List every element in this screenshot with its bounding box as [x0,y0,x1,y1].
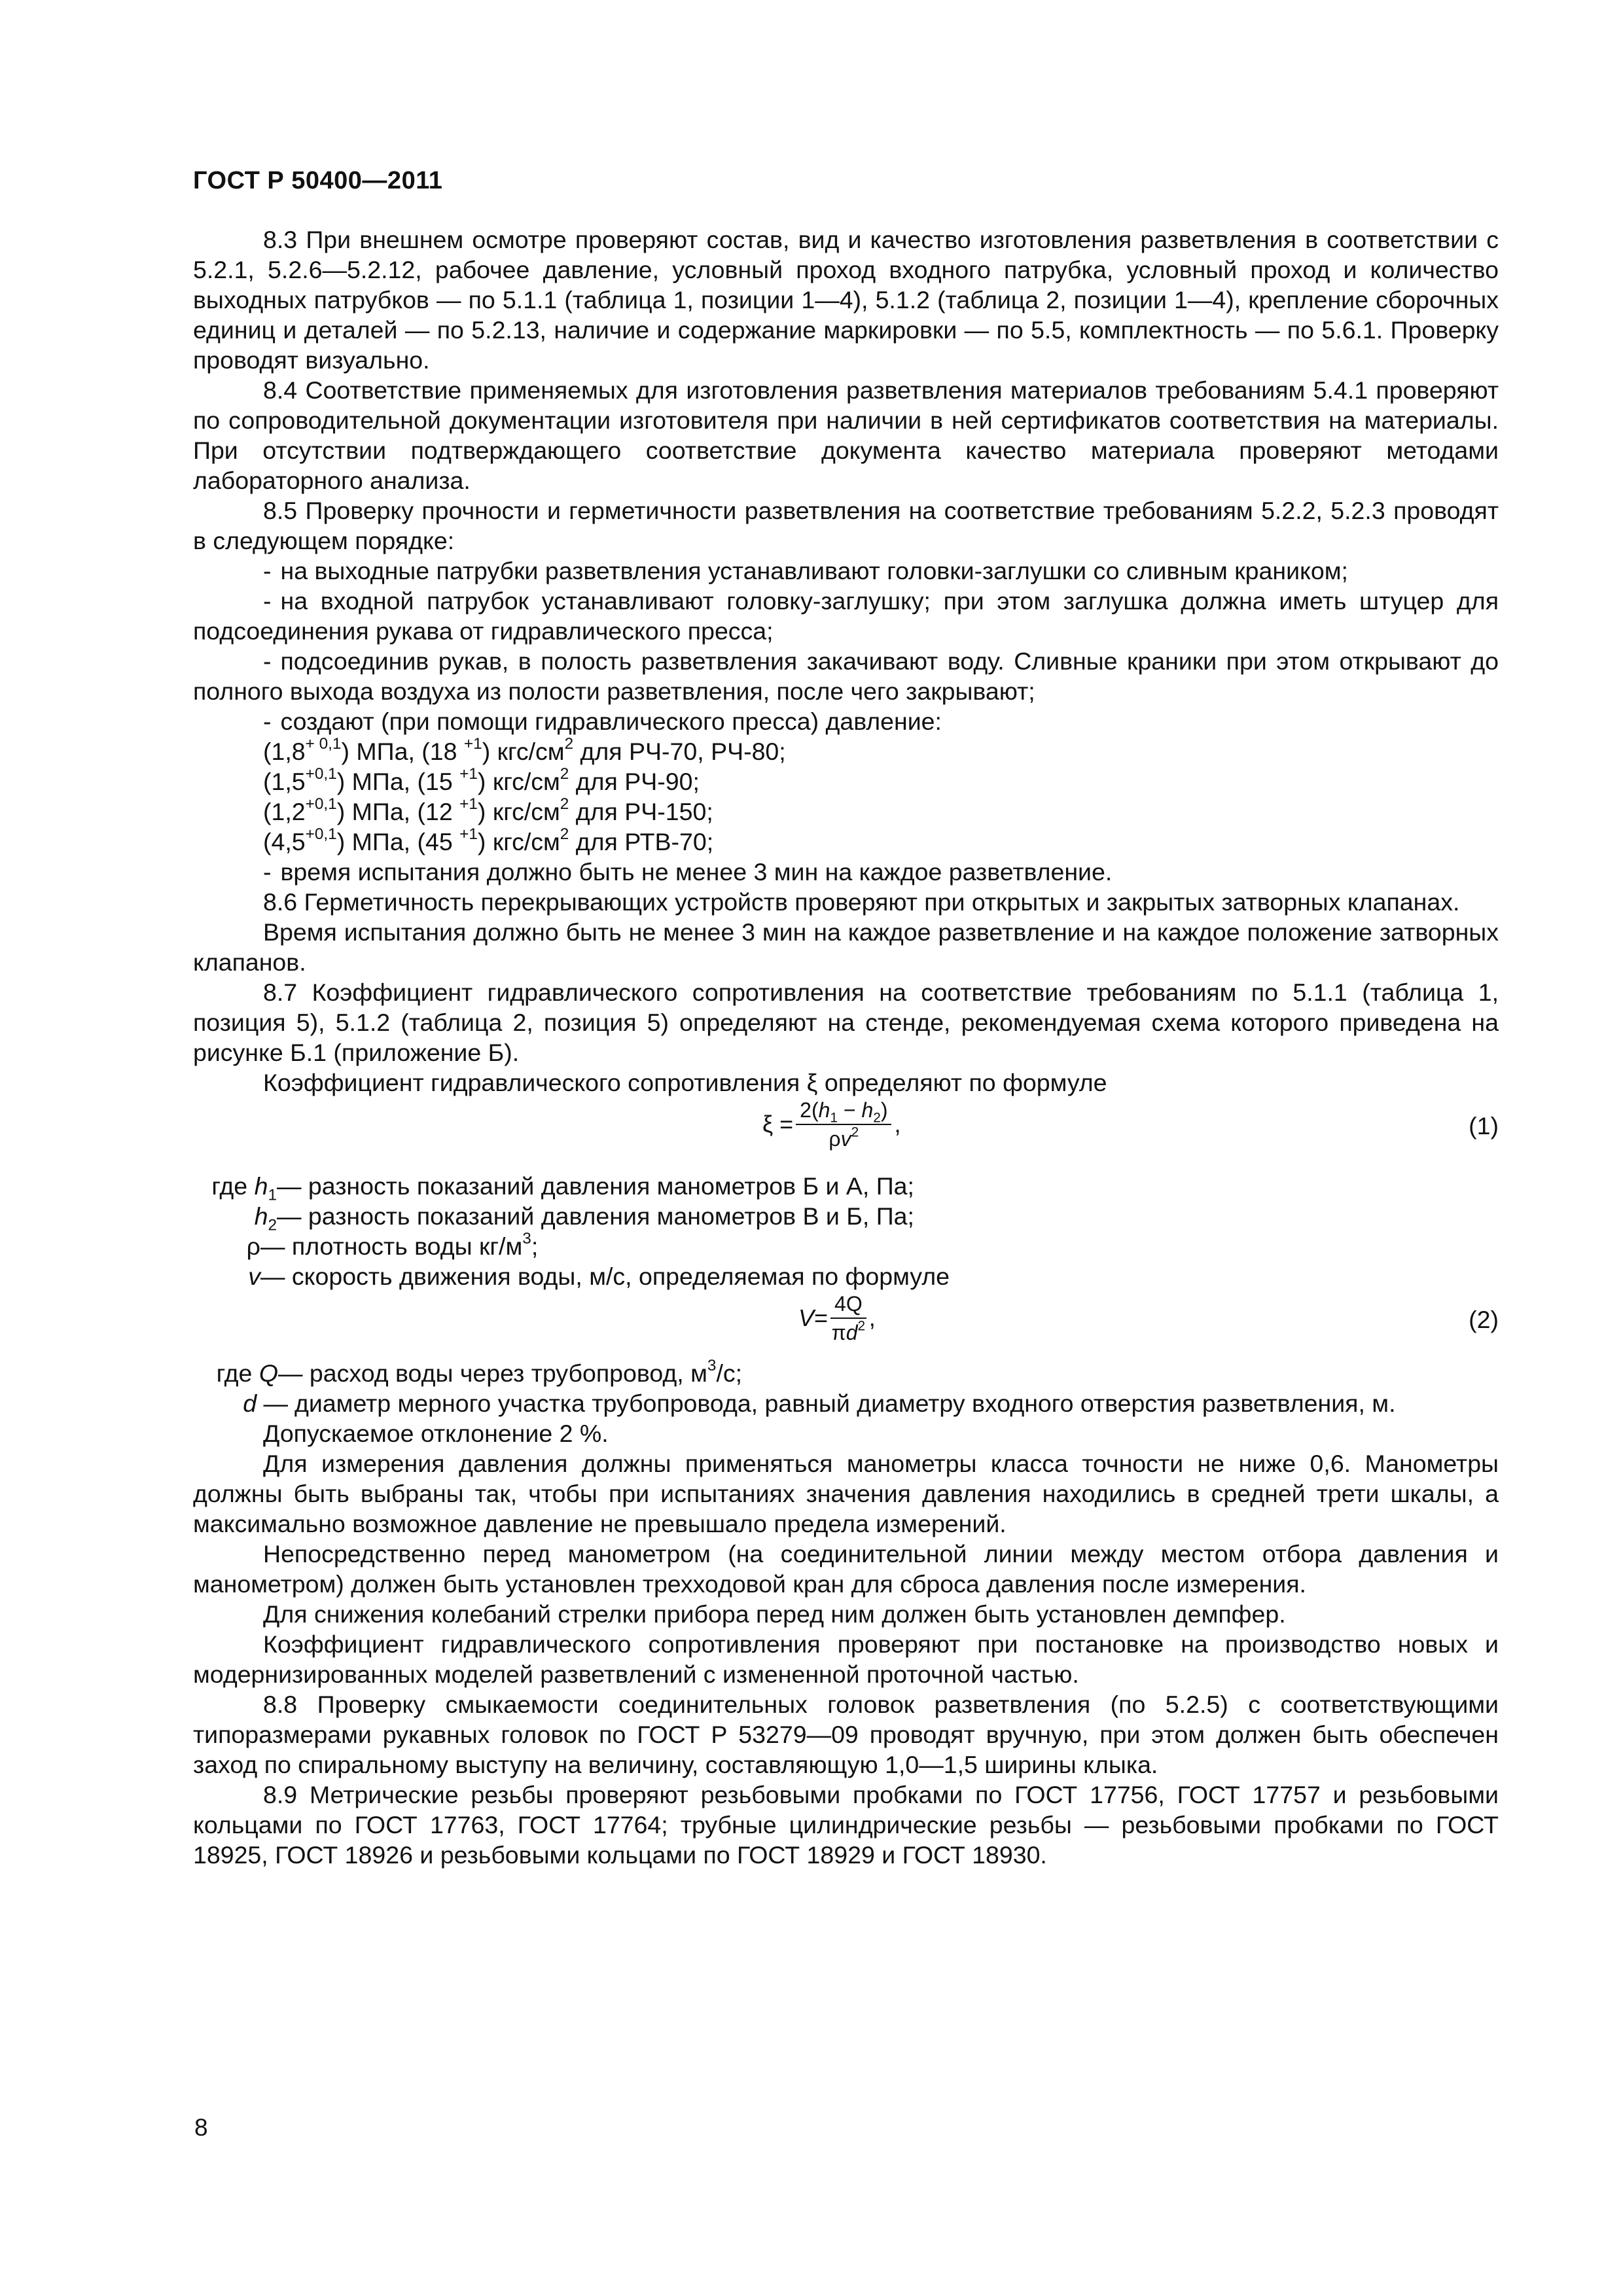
formula-1-number: (1) [1469,1112,1499,1139]
list-item: - на входной патрубок устанавливают головку-заглушку; при этом заглушка должна иметь штуцер для подсоединения рукава от гидравлического пресса; [193,587,1499,645]
pressure-line: $(1,2^{+0,1})$ МПа, (12 $^{+1}$) кгс/$см^2$ для РЧ-150; [263,795,713,825]
pressure-line: $(1,5^{+0,1})$ МПа, (15 $^{+1}$) кгс/$см^2$ для РЧ-90; [263,764,700,795]
formula-2 [193,1291,1499,1358]
formula-1-expression: ξ = $\frac{2(h_1 - h_2)}{\rho v^2}$ , [762,1098,901,1151]
paragraph-8-5: 8.5 Проверку прочности и герметичности разветвления на соответствие требованиям 5.2.2, 5.2.3 проводят в следующем порядке: [193,497,1499,554]
paragraph-resistance-check: Коэффициент гидравлического сопротивления проверяют при постановке на производство новых и модернизированных моделей разветвлений с измененной проточной частью. [193,1630,1499,1688]
where-q: где Q — расход воды через трубопровод, $м^3/с$; [216,1356,743,1387]
formula-2-expression: V = $\frac{4Q}{\pi d^2}$ , [798,1292,876,1344]
where-h1: где $h_1$ — разность показаний давления манометров Б и А, Па; [211,1172,914,1204]
paragraph-8-8: 8.8 Проверку смыкаемости соединительных головок разветвления (по 5.2.5) с соответствующими типоразмерами рукавных головок по ГОСТ Р 53279—09 проводят вручную, при этом должен быть обеспечен заход по спиральному выступу на величину, составляющую 1,0—1,5 ширины клыка. [193,1691,1499,1778]
paragraph-8-4: 8.4 Соответствие применяемых для изготовления разветвления материалов требованиям 5.4.1 проверяют по сопроводительной документации изготовителя при наличии в ней сертификатов соответствия на материалы. При отсутствии подтверждающего соответствие документа качество материала проверяют методами лабораторного анализа. [193,376,1499,494]
list-item: - подсоединив рукав, в полость разветвления закачивают воду. Сливные краники при этом открывают до полного выхода воздуха из полости разветвления, после чего закрывают; [193,647,1499,705]
list-item: - создают (при помощи гидравлического пресса) давление: [263,708,942,735]
where-h2: $h_2$ — разность показаний давления манометров В и Б, Па; [254,1202,914,1234]
paragraph-8-7: 8.7 Коэффициент гидравлического сопротивления на соответствие требованиям по 5.1.1 (таблица 1, позиция 5), 5.1.2 (таблица 2, позиция 5) определяют на стенде, рекомендуемая схема которого приведена на рисунке Б.1 (приложение Б). [193,978,1499,1066]
formula-1 [193,1098,1499,1171]
paragraph-damper: Для снижения колебаний стрелки прибора перед ним должен быть установлен демпфер. [263,1600,1286,1628]
paragraph-8-6: 8.6 Герметичность перекрывающих устройств проверяют при открытых и закрытых затворных клапанах. [263,888,1460,916]
pressure-line: $(4,5^{+0,1})$ МПа, (45 $^{+1}$) кгс/$см^2$ для РТВ-70; [263,825,714,855]
paragraph-tolerance: Допускаемое отклонение 2 %. [263,1420,609,1447]
where-d: d — диаметр мерного участка трубопровода, равный диаметру входного отверстия разветвления, м. [243,1390,1396,1417]
document-code-header: ГОСТ Р 50400—2011 [193,167,443,194]
paragraph-8-3: 8.3 При внешнем осмотре проверяют состав, вид и качество изготовления разветвления в соответствии с 5.2.1, 5.2.6—5.2.12, рабочее давление, условный проход входного патрубка, условный проход и количество выходных патрубков — по 5.1.1 (таблица 1, позиции 1—4), 5.1.2 (таблица 2, позиции 1—4), крепление сборочных единиц и деталей — по 5.2.13, наличие и содержание маркировки — по 5.5, комплектность — по 5.6.1. Проверку проводят визуально. [193,226,1499,374]
document-body [193,224,1499,1870]
paragraph-8-7-formula-intro: Коэффициент гидравлического сопротивления ξ определяют по формуле [263,1069,1107,1096]
paragraph-8-6-time: Время испытания должно быть не менее 3 мин на каждое разветвление и на каждое положение затворных клапанов. [193,918,1499,976]
page-number: 8 [194,2114,208,2141]
formula-1-fraction: $\frac{2(h_1 - h_2)}{\rho v^2}$ [796,1098,891,1151]
where-rho: ρ — плотность воды $кг/м^3$; [246,1229,539,1260]
formula-2-number: (2) [1469,1306,1499,1333]
formula-2-fraction: $\frac{4Q}{\pi d^2}$ [831,1292,866,1344]
list-item: - время испытания должно быть не менее 3 мин на каждое разветвление. [263,858,1113,886]
paragraph-three-way-valve: Непосредственно перед манометром (на соединительной линии между местом отбора давления и манометром) должен быть установлен трехходовой кран для сброса давления после измерения. [193,1540,1499,1598]
list-item: - на выходные патрубки разветвления устанавливают головки-заглушки со сливным краником; [263,557,1348,584]
pressure-line: $(1,8^{+ 0,1})$ МПа, (18 $^{+1}$) кгс/$см^2$ для РЧ-70, РЧ-80; [263,734,786,765]
paragraph-8-9: 8.9 Метрические резьбы проверяют резьбовыми пробками по ГОСТ 17756, ГОСТ 17757 и резьбовыми кольцами по ГОСТ 17763, ГОСТ 17764; трубные цилиндрические резьбы — резьбовыми пробками по ГОСТ 18925, ГОСТ 18926 и резьбовыми кольцами по ГОСТ 18929 и ГОСТ 18930. [193,1781,1499,1869]
where-v: v — скорость движения воды, м/с, определяемая по формуле [248,1263,950,1290]
paragraph-manometer-class: Для измерения давления должны применяться манометры класса точности не ниже 0,6. Манометры должны быть выбраны так, чтобы при испытаниях значения давления находились в средней трети шкалы, а максимально возможное давление не превышало предела измерений. [193,1450,1499,1537]
